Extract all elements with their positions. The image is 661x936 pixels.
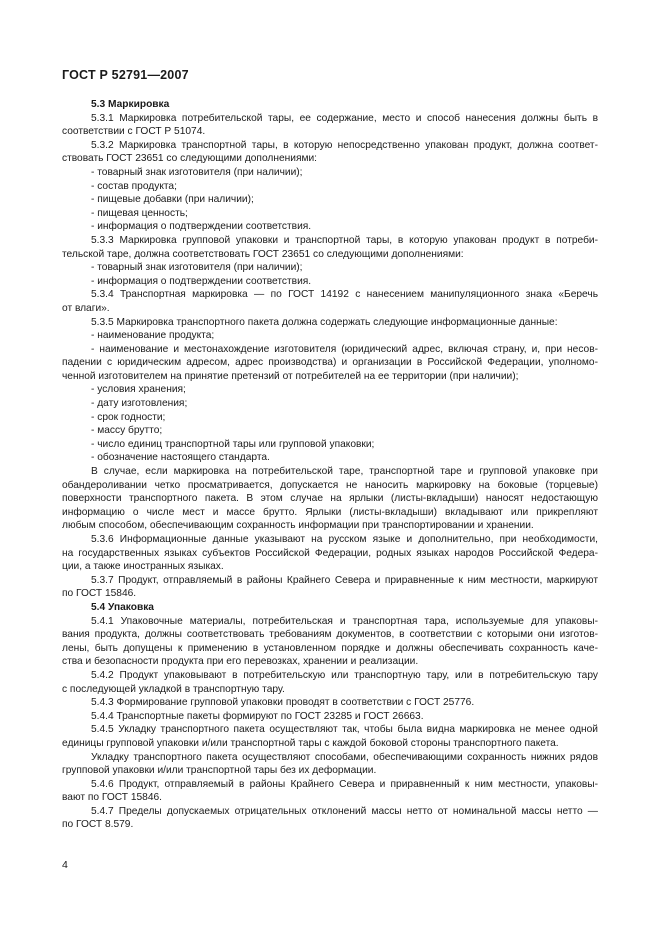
text-line: - пищевые добавки (при наличии); bbox=[91, 194, 254, 206]
text-line: 5.4.6 Продукт, отправляемый в районы Крайнего Севера и приравненный к ним местности, упаковы- bbox=[91, 778, 598, 790]
text-line: - товарный знак изготовителя (при наличии); bbox=[91, 166, 303, 178]
section-heading: 5.3 Маркировка bbox=[91, 99, 170, 110]
text-line: с последующей укладкой в транспортную тару. bbox=[62, 683, 285, 695]
text-line: - состав продукта; bbox=[91, 180, 177, 192]
text-line: тельской таре, должна соответствовать ГОСТ 23651 со следующими дополнениями: bbox=[62, 248, 464, 260]
text-line: групповой упаковки и/или транспортной тары без их деформации. bbox=[62, 765, 377, 777]
text-line: вают по ГОСТ 15846. bbox=[62, 792, 162, 804]
text-line: 5.4.5 Укладку транспортного пакета осуществляют так, чтобы была видна маркировка не менее одной bbox=[91, 724, 598, 736]
text-line: лены, быть допущены к применению в установленном порядке и должны обеспечивать сохранность каче- bbox=[62, 642, 598, 654]
text-line: - число единиц транспортной тары или групповой упаковки; bbox=[91, 438, 375, 450]
text-line: падении с юридическим адресом, адрес производства) и организации в Российской Федерации, уполномо- bbox=[62, 357, 598, 369]
text-line: обандероливании четко просматривается, допускается не наносить маркировку на боковые (торцевые) bbox=[62, 479, 598, 491]
text-line: - обозначение настоящего стандарта. bbox=[91, 452, 270, 464]
page-number: 4 bbox=[62, 859, 68, 871]
section-heading: 5.4 Упаковка bbox=[91, 601, 154, 613]
text-line: вания продукта, должны соответствовать требованиям документов, в соответствии с которыми они изготов- bbox=[62, 629, 598, 641]
text-line: по ГОСТ 8.579. bbox=[62, 819, 134, 831]
text-line: - пищевая ценность; bbox=[91, 207, 188, 219]
text-line: В случае, если маркировка на потребительской таре, транспортной таре и групповой упаковке при bbox=[91, 466, 598, 478]
text-line: - условия хранения; bbox=[91, 384, 186, 396]
text-line: 5.3.3 Маркировка групповой упаковки и транспортной тары, в которую упакован продукт в потреби- bbox=[91, 234, 598, 246]
text-line: ченной изготовителем на принятие претензий от потребителей на ее территории (при наличии); bbox=[62, 370, 519, 382]
text-line: 5.3.2 Маркировка транспортной тары, в которую непосредственно упакован продукт, должна соответ- bbox=[91, 139, 598, 151]
document-header: ГОСТ Р 52791—2007 bbox=[62, 68, 189, 82]
text-line: - наименование и местонахождение изготовителя (юридический адрес, включая страну, и, при несов- bbox=[91, 343, 598, 355]
text-line: 5.4.7 Пределы допускаемых отрицательных отклонений массы нетто от номинальной массы нетто — bbox=[91, 805, 598, 817]
text-line: 5.3.5 Маркировка транспортного пакета должна содержать следующие информационные данные: bbox=[91, 316, 558, 328]
text-line: - наименование продукта; bbox=[91, 330, 215, 342]
text-line: ствовать ГОСТ 23651 со следующими дополнениями: bbox=[62, 153, 317, 165]
text-line: соответствии с ГОСТ Р 51074. bbox=[62, 126, 206, 138]
text-line: 5.3.6 Информационные данные указывают на русском языке и дополнительно, при необходимости, bbox=[91, 534, 598, 545]
text-line: 5.4.3 Формирование групповой упаковки проводят в соответствии с ГОСТ 25776. bbox=[91, 697, 475, 709]
text-line: - массу брутто; bbox=[91, 425, 163, 437]
text-line: - товарный знак изготовителя (при наличии); bbox=[91, 262, 303, 274]
text-line: Укладку транспортного пакета осуществляют способами, обеспечивающими сохранность нижних рядов bbox=[91, 751, 598, 763]
text-line: 5.4.2 Продукт упаковывают в потребительскую или транспортную тару, или в потребительскую тару bbox=[91, 669, 598, 681]
text-line: 5.3.1 Маркировка потребительской тары, ее содержание, место и способ нанесения должны быть в bbox=[91, 112, 598, 124]
text-line: от влаги». bbox=[62, 302, 110, 314]
text-line: - дату изготовления; bbox=[91, 398, 188, 410]
text-line: на государственных языках субъектов Российской Федерации, родных языках народов Российской Федера- bbox=[62, 547, 598, 559]
document-body bbox=[62, 98, 598, 832]
text-line: информацию о числе мест и массе брутто. Ярлыки (листы-вкладыши) вкладывают или прикрепляют bbox=[62, 506, 598, 518]
text-line: по ГОСТ 15846. bbox=[62, 588, 137, 600]
text-line: 5.3.4 Транспортная маркировка — по ГОСТ 14192 с нанесением манипуляционного знака «Беречь bbox=[91, 289, 598, 301]
text-line: - информация о подтверждении соответствия. bbox=[91, 221, 312, 233]
text-line: - срок годности; bbox=[91, 411, 166, 423]
text-line: поверхности транспортного пакета. В этом случае на ярлыки (листы-вкладыши) наносят недостающую bbox=[62, 493, 598, 505]
text-line: любым способом, обеспечивающим сохранность информации при транспортировании и хранении. bbox=[62, 520, 534, 532]
text-line: 5.4.1 Упаковочные материалы, потребительская и транспортная тара, используемые для упаковы- bbox=[91, 615, 598, 627]
text-line: единицы групповой упаковки и/или транспортной тары с каждой боковой стороны транспортного пакета. bbox=[62, 737, 559, 749]
text-line: - информация о подтверждении соответствия. bbox=[91, 275, 312, 287]
text-line: ства и безопасности продукта при его перевозках, хранении и реализации. bbox=[62, 656, 419, 668]
text-line: ции, а также иностранных языках. bbox=[62, 561, 224, 573]
text-line: 5.4.4 Транспортные пакеты формируют по ГОСТ 23285 и ГОСТ 26663. bbox=[91, 710, 424, 722]
text-line: 5.3.7 Продукт, отправляемый в районы Крайнего Севера и приравненные к ним местности, маркируют bbox=[91, 574, 598, 586]
